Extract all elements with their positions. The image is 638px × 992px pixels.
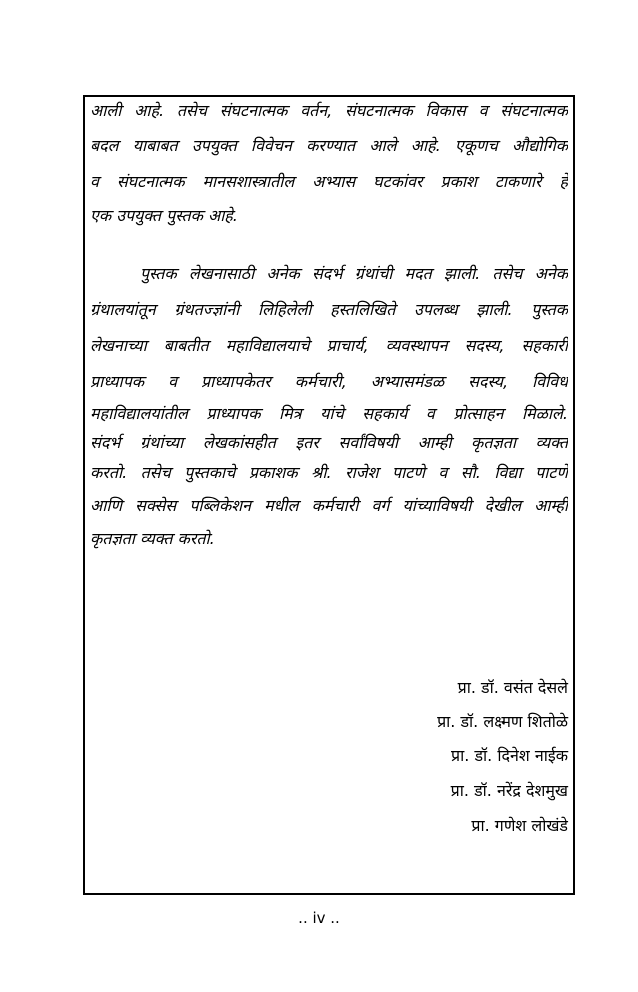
text-line: महाविद्यालयांतील प्राध्यापक मित्र यांचे सहकार्य व प्रोत्साहन मिळाले. [90,404,568,423]
text-line: बदल याबाबत उपयुक्त विवेचन करण्यात आले आहे. एकूणच औद्योगिक [90,136,568,155]
signatory-name: प्रा. गणेश लोखंडे [471,816,568,835]
text-line: ग्रंथालयांतून ग्रंथतज्ज्ञांनी लिहिलेली हस्तलिखिते उपलब्ध झाली. पुस्तक [90,300,568,319]
signatory-name: प्रा. डॉ. दिनेश नाईक [451,746,568,765]
signatory-name: प्रा. डॉ. लक्ष्मण शितोळे [437,712,568,731]
text-line: करतो. तसेच पुस्तकाचे प्रकाशक श्री. राजेश पाटणे व सौ. विद्या पाटणे [90,463,568,482]
text-line: संदर्भ ग्रंथांच्या लेखकांसहीत इतर सर्वांविषयी आम्ही कृतज्ञता व्यक्त [90,433,568,452]
text-line: एक उपयुक्त पुस्तक आहे. [90,206,238,225]
signatory-name: प्रा. डॉ. नरेंद्र देशमुख [450,781,568,800]
text-line: पुस्तक लेखनासाठी अनेक संदर्भ ग्रंथांची मदत झाली. तसेच अनेक [140,264,568,283]
text-line: आणि सक्सेस पब्लिकेशन मधील कर्मचारी वर्ग यांच्याविषयी देखील आम्ही [90,496,568,515]
text-line: व संघटनात्मक मानसशास्त्रातील अभ्यास घटकांवर प्रकाश टाकणारे हे [90,172,568,191]
text-line: लेखनाच्या बाबतीत महाविद्यालयाचे प्राचार्य, व्यवस्थापन सदस्य, सहकारी [90,336,568,355]
text-line: प्राध्यापक व प्राध्यापकेतर कर्मचारी, अभ्यासमंडळ सदस्य, विविध [90,372,568,391]
page-number: .. iv .. [298,909,340,927]
signatory-name: प्रा. डॉ. वसंत देसले [457,678,568,697]
text-line: कृतज्ञता व्यक्त करतो. [90,529,215,548]
text-line: आली आहे. तसेच संघटनात्मक वर्तन, संघटनात्मक विकास व संघटनात्मक [90,101,568,120]
